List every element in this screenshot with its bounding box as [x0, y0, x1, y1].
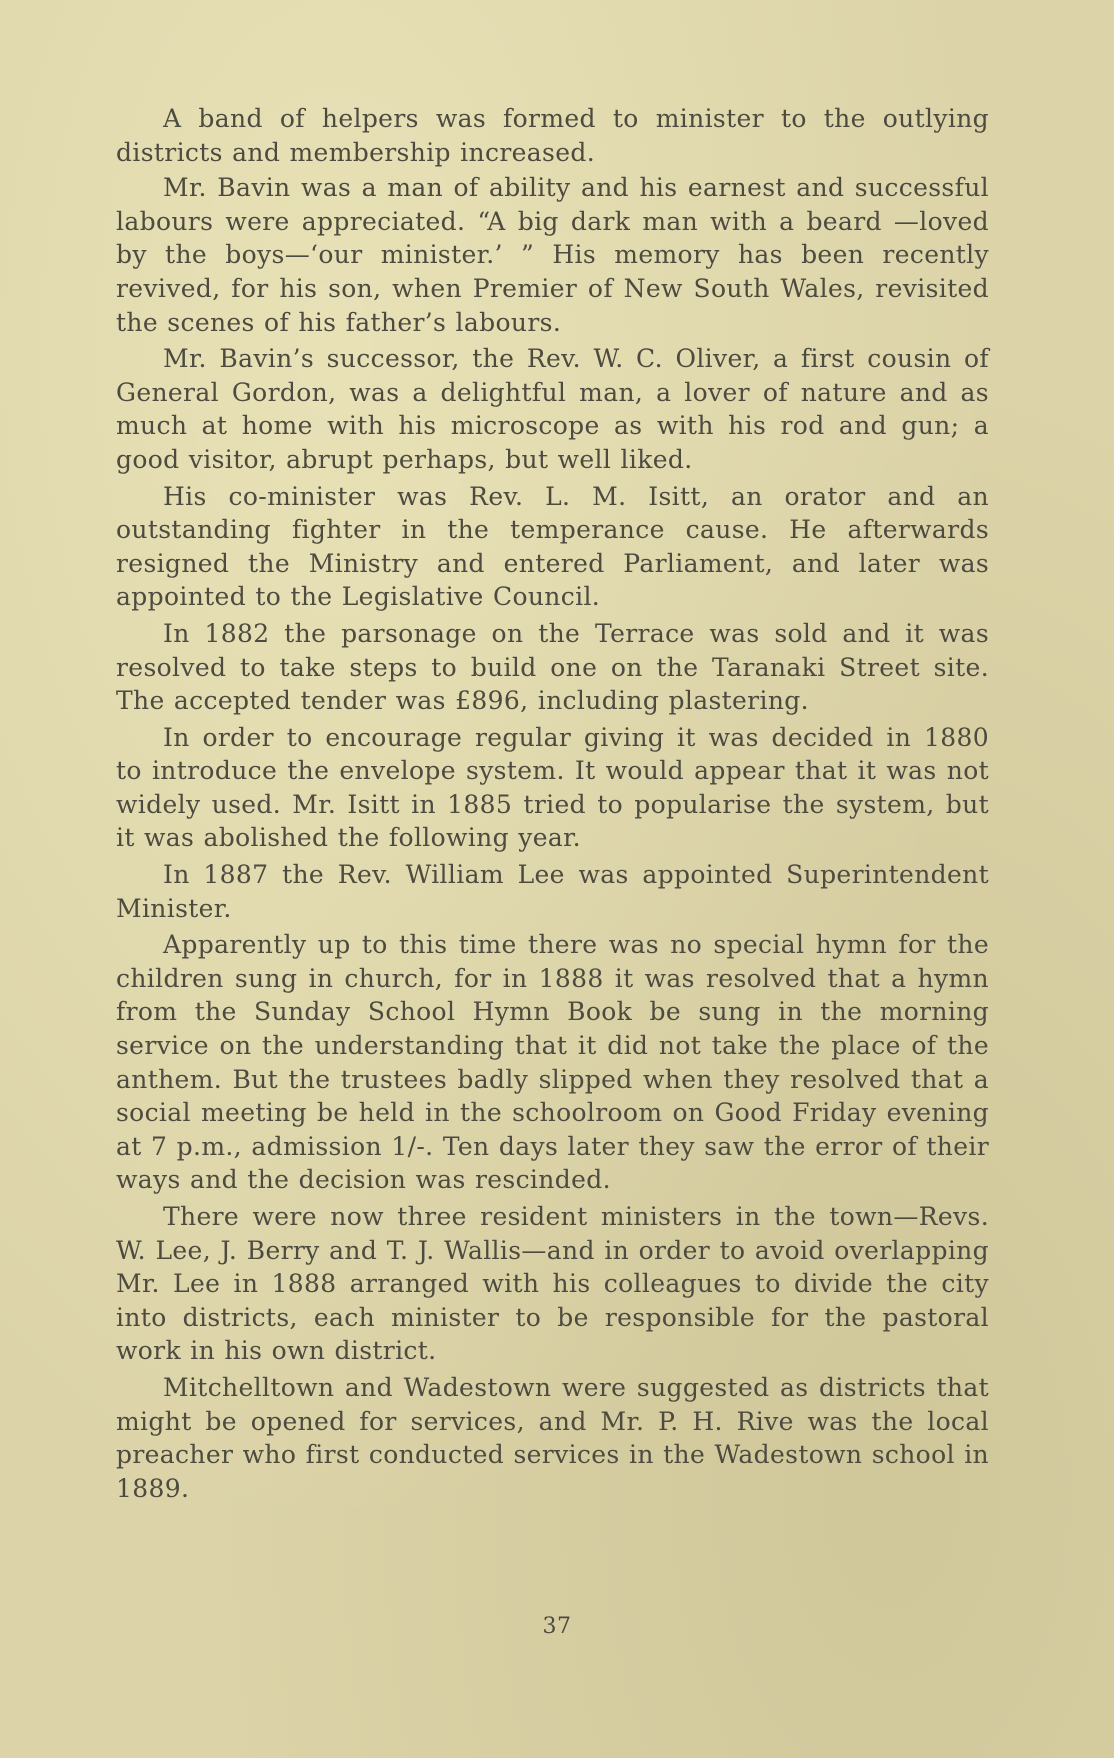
page-number: 37: [542, 1614, 572, 1639]
paragraph-children-hymn: Apparently up to this time there was no special hymn for the children sung in church, for in 1888 it was resolved that a hymn from the Sunday School Hymn Book be sung in the morning service on the understanding that it did not take the place of the anthem. But the trustees badly slipped when they resolved that a social meeting be held in the schoolroom on Good Friday evening at 7 p.m., admission 1/-. Ten days later they saw the error of their ways and the decision was rescinded.: [116, 930, 989, 1195]
paragraph-isitt: His co-minister was Rev. L. M. Isitt, an orator and an outstanding fighter in the temperance cause. He afterwards resigned the Ministry and entered Parliament, and later was appointed to the Legislative Council.: [116, 481, 989, 612]
paragraph-three-ministers: There were now three resident ministers in the town—Revs. W. Lee, J. Berry and T. J. Wallis—and in order to avoid overlapping Mr. Lee in 1888 arranged with his colleagues to divide the city into districts, each minister to be responsible for the pastoral work in his own district.: [116, 1202, 989, 1366]
body-text: [116, 102, 989, 1505]
paragraph-helpers: A band of helpers was formed to minister to the outlying districts and membership increased.: [116, 104, 989, 167]
paragraph-envelope-system: In order to encourage regular giving it was decided in 1880 to introduce the envelope system. It would appear that it was not widely used. Mr. Isitt in 1885 tried to popularise the system, but it was abolished the following year.: [116, 722, 989, 853]
paragraph-wadestown: Mitchelltown and Wadestown were suggested as districts that might be opened for services, and Mr. P. H. Rive was the local preacher who first conducted services in the Wadestown school in 1889.: [116, 1372, 989, 1503]
paragraph-william-lee: In 1887 the Rev. William Lee was appointed Superintendent Minister.: [116, 860, 989, 923]
paragraph-parsonage: In 1882 the parsonage on the Terrace was sold and it was resolved to take steps to build one on the Taranaki Street site. The accepted tender was £896, including plastering.: [116, 618, 989, 716]
paragraph-oliver: Mr. Bavin’s successor, the Rev. W. C. Oliver, a first cousin of General Gordon, was a delightful man, a lover of nature and as much at home with his microscope as with his rod and gun; a good visitor, abrupt perhaps, but well liked.: [116, 344, 989, 474]
paragraph-bavin: Mr. Bavin was a man of ability and his earnest and successful labours were appreciated. “A big dark man with a beard —loved by the boys—‘our minister.’ ” His memory has been recently revived, for his son, when Premier of New South Wales, revisited the scenes of his father’s labours.: [116, 173, 989, 337]
